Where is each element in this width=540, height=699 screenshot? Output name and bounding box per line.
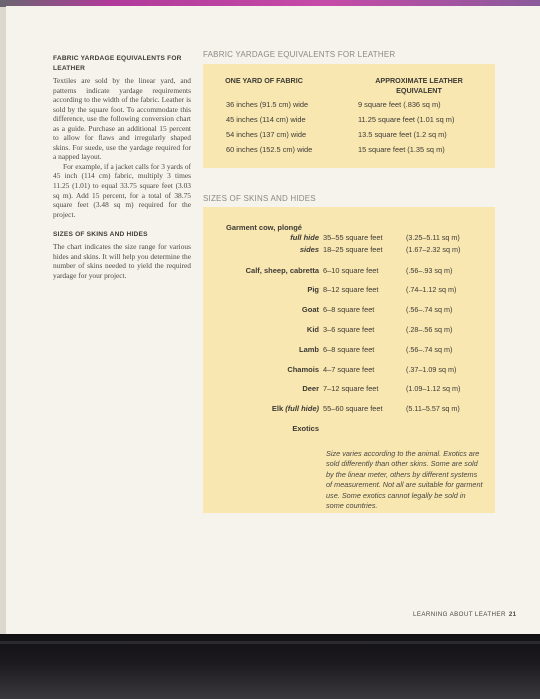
skin-square-feet: 35–55 square feet [323,233,383,242]
page-number: 21 [508,611,517,618]
skin-square-feet: 6–10 square feet [323,266,379,275]
skin-square-meters: (1.67–2.32 sq m) [406,245,461,254]
skin-square-meters: (1.09–1.12 sq m) [406,384,461,393]
skin-square-meters: (.56–.74 sq m) [406,305,453,314]
skin-square-meters: (.74–1.12 sq m) [406,285,457,294]
skin-square-meters: (.56–.93 sq m) [406,266,453,275]
skin-square-feet: 7–12 square feet [323,384,379,393]
skin-name: Chamois [287,365,319,374]
fabric-yardage-heading: FABRIC YARDAGE EQUIVALENTS FOR LEATHER [53,55,182,72]
skin-name: Deer [302,384,319,393]
skin-name: full hide [290,233,319,242]
col-head-one-yard: ONE YARD OF FABRIC [225,76,303,85]
skin-square-feet: 55–60 square feet [323,404,383,413]
skin-square-meters: (3.25–5.11 sq m) [406,233,460,242]
fabric-yardage-paragraph: Textiles are sold by the linear yard, and patterns indicate yardage requirements according to the width of the fabric. Leather is sold by the square foot. To accommodate this difference, use the following conversion chart as a guide. Purchase an additional 15 percent to allow for flaws and irregularly shaped skins. For suede, use the yardage required for a napped layout. [53,76,191,162]
col-head-leather-equivalent: APPROXIMATE LEATHER EQUIVALENT [375,76,463,95]
group-label-garment-cow: Garment cow, plongé [226,223,302,232]
skin-name: Lamb [298,345,319,354]
skin-name-elk [272,404,319,413]
skins-hides-heading: SIZES OF SKINS AND HIDES [53,231,148,239]
fabric-table-title: FABRIC YARDAGE EQUIVALENTS FOR LEATHER [203,50,396,59]
skin-square-feet: 6–8 square feet [323,345,375,354]
leather-cell: 13.5 square feet (1.2 sq m) [358,130,447,139]
skin-square-feet: 8–12 square feet [323,285,379,294]
leather-cell: 9 square feet (.836 sq m) [358,100,441,109]
exotics-note: Size varies according to the animal. Exotics are sold differently than other skins. Some are sold by the linear meter, others by different systems of measurement. Not all are suitable for garment use. Some exotics cannot legally be sold in some countries. [326,449,483,511]
skin-name-paren: (full hide) [285,404,319,413]
leather-cell: 11.25 square feet (1.01 sq m) [358,115,455,124]
sidebar-text-column [53,54,191,280]
yard-cell: 36 inches (91.5 cm) wide [226,100,309,109]
skin-name-main: Elk [271,404,284,413]
skin-square-meters: (.28–.56 sq m) [406,325,453,334]
skin-square-feet: 3–6 square feet [323,325,375,334]
skin-name: sides [299,245,319,254]
yard-cell: 60 inches (152.5 cm) wide [226,145,313,154]
skin-name: Pig [307,285,319,294]
skin-name: Kid [306,325,319,334]
skin-square-feet: 6–8 square feet [323,305,375,314]
exotics-label: Exotics [292,424,319,433]
skin-name: Goat [301,305,319,314]
yard-cell: 45 inches (114 cm) wide [226,115,306,124]
running-footer [413,611,517,618]
skin-square-meters: (5.11–5.57 sq m) [406,404,460,413]
skin-square-meters: (.56–.74 sq m) [406,345,453,354]
running-head: LEARNING ABOUT LEATHER [413,611,506,618]
example-paragraph: For example, if a jacket calls for 3 yards of 45 inch (114 cm) fabric, multiply 3 times 11.25 (1.01) to equal 33.75 square feet (3.03 sq m). Add 15 percent, for a total of 38.75 square feet (3.48 sq m) required for the project. [53,161,191,219]
fabric-yardage-table [203,64,495,168]
leather-cell: 15 square feet (1.35 sq m) [358,145,445,154]
skin-square-feet: 18–25 square feet [323,245,383,254]
skins-hides-paragraph: The chart indicates the size range for various hides and skins. It will help you determine the number of skins needed to yield the required yardage for your project. [53,242,191,280]
page-edge-line [0,641,540,644]
skins-table-title: SIZES OF SKINS AND HIDES [203,194,316,203]
yard-cell: 54 inches (137 cm) wide [226,130,307,139]
skin-square-feet: 4–7 square feet [323,365,375,374]
skin-square-meters: (.37–1.09 sq m) [406,365,457,374]
skin-name: Calf, sheep, cabretta [245,266,319,275]
